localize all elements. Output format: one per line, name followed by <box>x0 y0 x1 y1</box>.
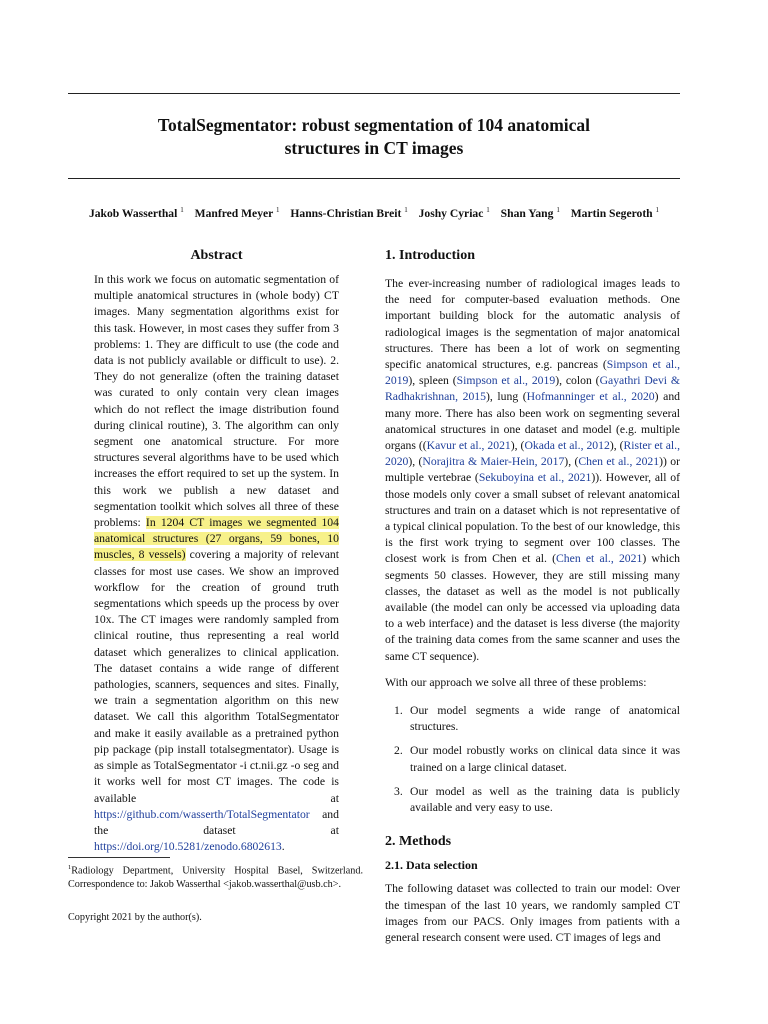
author: Martin Segeroth $^1$ <box>570 206 660 220</box>
abstract-highlight: In 1204 CT images we segmented 104 anatomical structures (27 organs, 59 bones, 10 muscles, 8 vessels) <box>94 516 339 562</box>
paper-title <box>68 114 680 160</box>
author: Manfred Meyer $^1$ <box>194 206 280 220</box>
copyright-notice: Copyright 2021 by the author(s). <box>68 912 202 923</box>
abstract-heading: Abstract <box>190 248 243 263</box>
title-line-1: TotalSegmentator: robust segmentation of 104 anatomical <box>157 115 591 135</box>
methods-paragraph: The following dataset was collected to train our model: Over the timespan of the last 10 years, we randomly sampled CT images from our PACS. Only images from patients with a general research consent were used. CT images of legs and <box>385 882 680 944</box>
title-top-rule <box>68 93 680 94</box>
methods-heading: 2. Methods <box>385 834 452 850</box>
contribution-list <box>385 703 680 816</box>
data-selection-heading: 2.1. Data selection <box>385 858 478 873</box>
dataset-link[interactable]: https://doi.org/10.5281/zenodo.6802613 <box>94 840 282 854</box>
citation-link[interactable]: Chen et al., 2021 <box>578 455 660 469</box>
title-line-2: structures in CT images <box>284 138 464 158</box>
affiliation-footnote: $^1$Radiology Department, University Hospital Basel, Switzerland. Correspondence to: Jakob Wasserthal <jakob.wasserthal@usb.ch>. <box>68 864 363 890</box>
citation-link[interactable]: Gayathri Devi & Radhakrishnan, 2015 <box>385 374 680 404</box>
author: Jakob Wasserthal $^1$ <box>88 206 184 220</box>
list-item: 1. Our model segments a wide range of anatomical structures. <box>394 704 680 734</box>
abstract-body: In this work we focus on automatic segmentation of multiple anatomical structures in (whole body) CT images. Many segmentation algorithms exist for this task. However, in most cases they suffer from 3 problems: 1. They are difficult to use (the code and data is not publicly available or difficult to use). 2. They do not generalize (often the training dataset was curated to only contain very clean images which do not reflect the image distribution found during clinical routine), 3. The algorithm can only segment one anatomical structure. For more structures several algorithms have to be used which increases the effort required to set up the system. In this work we publish a new dataset and segmentation toolkit which solves all three of these problems: In 1204 CT images we segmented 104 anatomical structures (27 organs, 59 bones, 10 muscles, 8 vessels) covering a majority of relevant classes for most use cases. We show an improved workflow for the creation of ground truth segmentations which speeds up the process by over 10x. The CT images were randomly sampled from clinical routine, thus representing a real world dataset which generalizes to clinical application. The dataset contains a wide range of different pathologies, scanners, sequences and sites. Finally, we train a segmentation algorithm on this new dataset. We call this algorithm TotalSegmentator and make it easily available as a pretrained python pip package (pip install totalsegmentator). Usage is as simple as TotalSegmentator -i ct.nii.gz -o seg and it works well for most CT images. The code is available at https://github.com/wasserth/TotalSegmentator and the dataset at https://doi.org/10.5281/zenodo.6802613. <box>94 273 339 854</box>
introduction-paragraph-2: With our approach we solve all three of these problems: <box>385 675 647 689</box>
citation-link[interactable]: Simpson et al., 2019 <box>385 358 680 388</box>
citation-link[interactable]: Hofmanninger et al., 2020 <box>526 390 655 404</box>
title-bottom-rule <box>68 178 680 179</box>
introduction-heading: 1. Introduction <box>385 248 475 263</box>
author: Hanns-Christian Breit $^1$ <box>290 206 408 220</box>
citation-link[interactable]: Kavur et al., 2021 <box>426 439 511 453</box>
introduction-paragraph: The ever-increasing number of radiological images leads to the need for computer-based evaluation methods. One important building block for the automatic analysis of radiological images is the segmentation of major anatomical structures. There has been a lot of work on segmenting specific anatomical structures, e.g. pancreas (Simpson et al., 2019), spleen (Simpson et al., 2019), colon (Gayathri Devi & Radhakrishnan, 2015), lung (Hofmanninger et al., 2020) and many more. There has also been work on segmenting several anatomical structures in one dataset and model (e.g. multiple organs ((Kavur et al., 2021), (Okada et al., 2012), (Rister et al., 2020), (Norajitra & Maier-Hein, 2017), (Chen et al., 2021)) or multiple vertebrae (Sekuboyina et al., 2021)). However, all of those models only cover a small subset of relevant anatomical structures and train on a dataset which is not representative of a typical clinical population. To the best of our knowledge, this is the first work trying to segment over 100 classes. The closest work is from Chen et al. (Chen et al., 2021) which segments 50 classes. However, they are still missing many classes, the dataset as well as the model is not publically available (the model can only be accessed via uploading data to a web interface) and the dataset is less diverse (the majority of the training data comes from the same scanner and uses the same CT sequence). <box>385 277 681 663</box>
list-item: 3. Our model as well as the training data is publicly available and very easy to use. <box>394 784 680 815</box>
author-list <box>68 206 680 220</box>
citation-link[interactable]: Chen et al., 2021 <box>556 552 643 566</box>
citation-link[interactable]: Rister et al., 2020 <box>385 439 681 469</box>
citation-link[interactable]: Sekuboyina et al., 2021 <box>478 471 592 485</box>
author: Shan Yang $^1$ <box>500 206 560 220</box>
list-item: 2. Our model robustly works on clinical data since it was trained on a large clinical dataset. <box>394 744 680 774</box>
footnote-rule <box>68 857 170 858</box>
citation-link[interactable]: Norajitra & Maier-Hein, 2017 <box>422 455 565 469</box>
author: Joshy Cyriac $^1$ <box>418 206 490 220</box>
code-link[interactable]: https://github.com/wasserth/TotalSegmentator <box>94 807 310 821</box>
citation-link[interactable]: Simpson et al., 2019 <box>456 374 556 388</box>
right-column <box>385 248 680 946</box>
citation-link[interactable]: Okada et al., 2012 <box>524 439 610 453</box>
